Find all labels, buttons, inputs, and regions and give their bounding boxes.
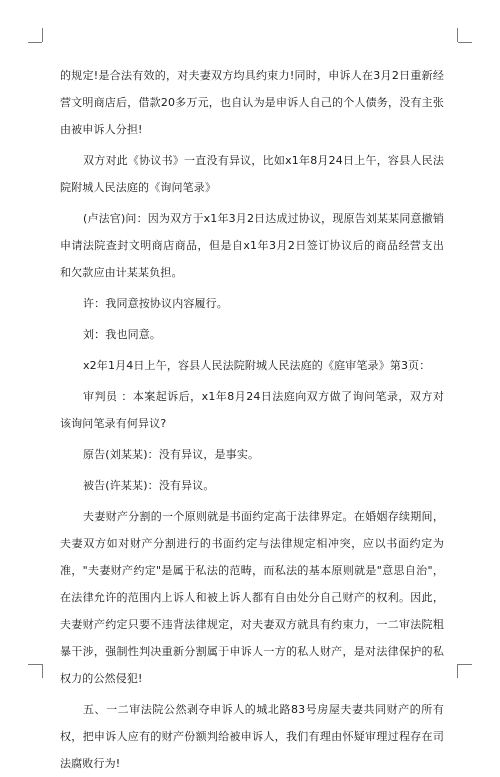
- paragraph: 被告(许某某)：没有异议。: [83, 479, 215, 492]
- paragraph: 的规定!是合法有效的，对夫妻双方均具约束力!同时，申诉人在3月2日重新经营文明商店后，借款20多万元，也自认为是申诉人自己的个人债务，没有主张由被申诉人分担!: [60, 69, 444, 136]
- paragraph: (卢法官)问：因为双方于x1年3月2日达成过协议，现原告刘某某同意撤销申请法院查封文明商店商品，但是自x1年3月2日签订协议后的商品经营支出和欠款应由计某某负担。: [60, 212, 444, 279]
- paragraph: 原告(刘某某)：没有异议，是事实。: [83, 448, 260, 461]
- paragraph: 双方对此《协议书》一直没有异议，比如x1年8月24日上午，容县人民法院附城人民法庭的《询问笔录》: [60, 154, 444, 194]
- document-body: [60, 62, 444, 777]
- paragraph: x2年1月4日上午，容县人民法院附城人民法庭的《庭审笔录》第3页：: [83, 359, 431, 372]
- paragraph: 审判员 ：本案起诉后，x1年8月24日法庭向双方做了询问笔录，双方对该询问笔录有何异议?: [60, 390, 444, 430]
- paragraph: 五、一二审法院公然剥夺申诉人的城北路83号房屋夫妻共同财产的所有权，把申诉人应有的财产份额判给被申诉人，我们有理由怀疑审理过程存在司法腐败行为!: [60, 703, 444, 770]
- paragraph: 夫妻财产分割的一个原则就是书面约定高于法律界定。在婚姻存续期间，夫妻双方如对财产分割进行的书面约定与法律规定相冲突，应以书面约定为准，"夫妻财产约定"是属于私法的范畴，而私法的基本原则就是"意思自治"，在法律允许的范围内上诉人和被上诉人都有自由处分自己财产的权利。因此，夫妻财产约定只要不违背法律规定，对夫妻双方就具有约束力，一二审法院粗暴干涉，强制性判决重新分割属于申诉人一方的私人财产，是对法律保护的私权力的公然侵犯!: [60, 510, 444, 685]
- paragraph: 许：我同意按协议内容履行。: [83, 297, 228, 310]
- paragraph: 刘：我也同意。: [83, 328, 162, 341]
